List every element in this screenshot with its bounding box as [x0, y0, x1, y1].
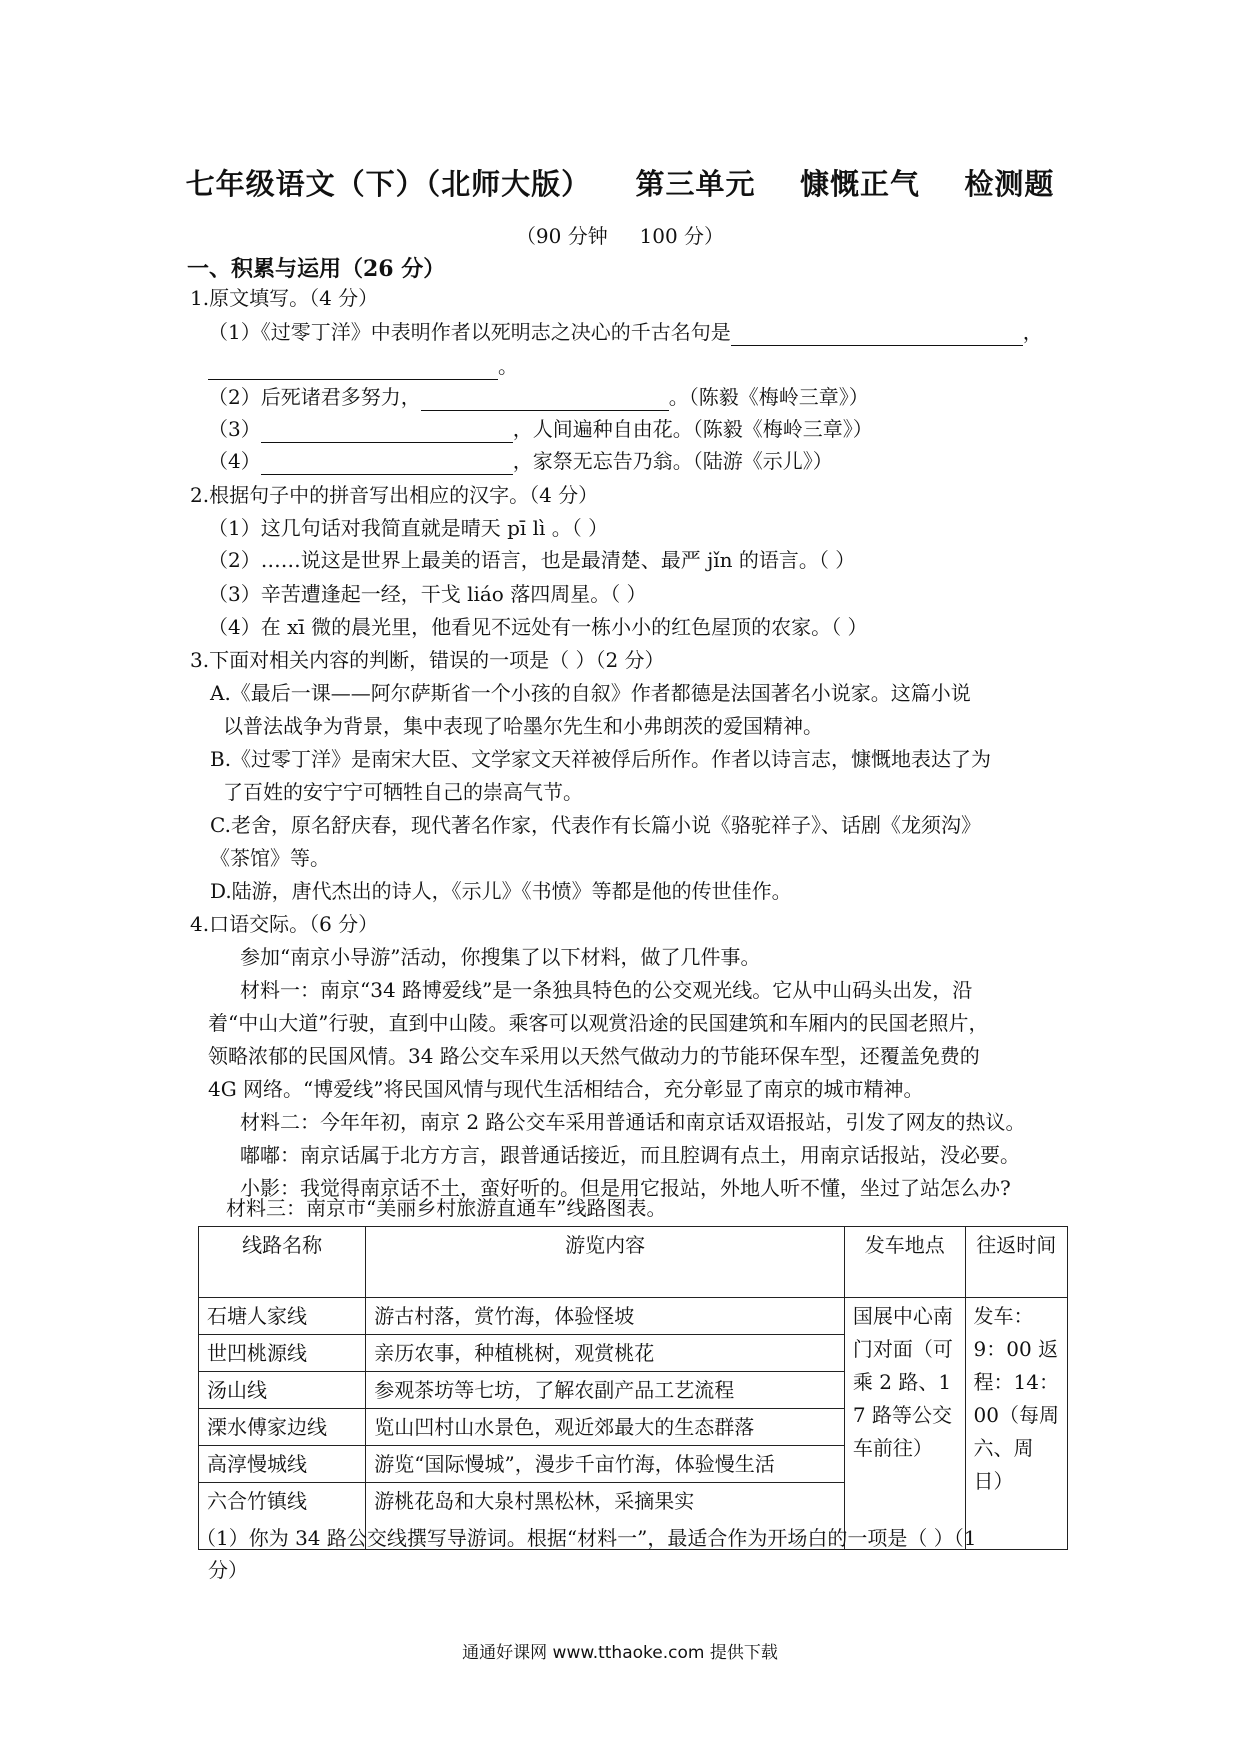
q1-heading: 1.原文填写。（4 分） [190, 286, 379, 310]
punct: ， [1022, 320, 1043, 344]
q2-sub3: （3）辛苦遭逢起一经，干戈 liáo 落四周星。（ ） [208, 582, 647, 606]
q1-sub3-pre: （3） [208, 417, 261, 441]
route-name: 高淳慢城线 [199, 1446, 366, 1483]
answer-blank[interactable] [208, 357, 498, 380]
route-name: 溧水傅家边线 [199, 1409, 366, 1446]
material-2-line: 小影：我觉得南京话不土，蛮好听的。但是用它报站，外地人听不懂，坐过了站怎么办? [240, 1176, 1011, 1200]
answer-blank[interactable] [421, 388, 669, 411]
route-table [198, 1226, 1068, 1550]
q3-option-b: B.《过零丁洋》是南宋大臣、文学家文天祥被俘后所作。作者以诗言志，慷慨地表达了为 [210, 747, 992, 771]
q1-sub4-pre: （4） [208, 449, 261, 473]
round-trip-time: 发车：9：00 返程：14：00（每周六、周日） [965, 1298, 1067, 1550]
section-heading: 一、积累与运用（26 分） [187, 256, 446, 282]
route-name: 六合竹镇线 [199, 1483, 366, 1550]
table-header-row [199, 1227, 1068, 1298]
q1-sub4-post: ，家祭无忘告乃翁。（陆游《示儿》） [512, 449, 833, 473]
q3-heading: 3.下面对相关内容的判断，错误的一项是（ ）（2 分） [190, 648, 665, 672]
q1-sub1-cont [208, 352, 518, 380]
route-content: 游览“国际慢城”，漫步千亩竹海，体验慢生活 [366, 1446, 845, 1483]
departure-place: 国展中心南门对面（可乘 2 路、17 路等公交车前往） [844, 1298, 965, 1550]
material-1-line: 着“中山大道”行驶，直到中山陵。乘客可以观赏沿途的民国建筑和车厢内的民国老照片， [208, 1011, 989, 1035]
q3-option-b-cont: 了百姓的安宁宁可牺牲自己的崇高气节。 [223, 780, 583, 804]
page-title: 七年级语文（下）（北师大版） 第三单元 慷慨正气 检测题 [185, 167, 1055, 201]
answer-blank[interactable] [731, 323, 1023, 346]
q1-sub3-post: ，人间遍种自由花。（陈毅《梅岭三章》） [512, 417, 873, 441]
table-header: 游览内容 [366, 1227, 845, 1298]
q3-option-c-cont: 《茶馆》等。 [210, 846, 330, 870]
table-header: 线路名称 [199, 1227, 366, 1298]
q2-sub4: （4）在 xī 微的晨光里，他看见不远处有一栋小小的红色屋顶的农家。（ ） [208, 615, 868, 639]
route-content: 览山凹村山水景色，观近郊最大的生态群落 [366, 1409, 845, 1446]
q1-sub4 [208, 447, 833, 475]
route-content: 参观茶坊等七坊，了解农副产品工艺流程 [366, 1372, 845, 1409]
q3-option-c: C.老舍，原名舒庆春，现代著名作家，代表作有长篇小说《骆驼祥子》、话剧《龙须沟》 [210, 813, 981, 837]
material-1-line: 材料一：南京“34 路博爱线”是一条独具特色的公交观光线。它从中山码头出发，沿 [240, 978, 973, 1002]
route-name: 世凹桃源线 [199, 1335, 366, 1372]
footer-credit: 通通好课网 www.tthaoke.com 提供下载 [462, 1643, 778, 1663]
route-name: 石塘人家线 [199, 1298, 366, 1335]
q4-heading: 4.口语交际。（6 分） [190, 912, 379, 936]
q1-sub2-pre: （2）后死诸君多努力， [208, 385, 421, 409]
q1-sub2-post: 。（陈毅《梅岭三章》） [668, 385, 869, 409]
route-content: 亲历农事，种植桃树，观赏桃花 [366, 1335, 845, 1372]
answer-blank[interactable] [261, 420, 513, 443]
route-content: 游古村落，赏竹海，体验怪坡 [366, 1298, 845, 1335]
exam-duration-score: （90 分钟 100 分） [515, 224, 725, 248]
q3-option-a-cont: 以普法战争为背景，集中表现了哈墨尔先生和小弗朗茨的爱国精神。 [223, 714, 823, 738]
q4-intro: 参加“南京小导游”活动，你搜集了以下材料，做了几件事。 [240, 945, 761, 969]
q1-sub2 [208, 383, 869, 411]
route-content: 游桃花岛和大泉村黑松林，采摘果实 [366, 1483, 845, 1550]
q2-heading: 2.根据句子中的拼音写出相应的汉字。（4 分） [190, 483, 599, 507]
q1-sub3 [208, 415, 873, 443]
q4-sub1-cont: 分） [208, 1558, 248, 1582]
route-name: 汤山线 [199, 1372, 366, 1409]
material-2-line: 嘟嘟：南京话属于北方方言，跟普通话接近，而且腔调有点土，用南京话报站，没必要。 [240, 1143, 1020, 1167]
answer-blank[interactable] [261, 452, 513, 475]
q2-sub1: （1）这几句话对我简直就是晴天 pī lì 。（ ） [208, 516, 609, 540]
material-1-line: 4G 网络。“博爱线”将民国风情与现代生活相结合，充分彰显了南京的城市精神。 [208, 1077, 924, 1101]
table-header: 往返时间 [965, 1227, 1067, 1298]
table-header: 发车地点 [844, 1227, 965, 1298]
material-1-line: 领略浓郁的民国风情。34 路公交车采用以天然气做动力的节能环保车型，还覆盖免费的 [208, 1044, 980, 1068]
q4-sub1: （1）你为 34 路公交线撰写导游词。根据“材料一”，最适合作为开场白的一项是（ ）（1 [196, 1526, 977, 1550]
material-3-line: 材料三：南京市“美丽乡村旅游直通车”线路图表。 [226, 1196, 667, 1220]
punct: 。 [498, 354, 518, 378]
table-row [199, 1298, 1068, 1335]
q2-sub2: （2）……说这是世界上最美的语言，也是最清楚、最严 jǐn 的语言。（ ） [208, 548, 856, 572]
q3-option-a: A.《最后一课——阿尔萨斯省一个小孩的自叙》作者都德是法国著名小说家。这篇小说 [210, 681, 971, 705]
q1-sub1 [208, 318, 1043, 346]
q1-sub1-text: （1）《过零丁洋》中表明作者以死明志之决心的千古名句是 [208, 320, 731, 344]
material-2-line: 材料二：今年年初，南京 2 路公交车采用普通话和南京话双语报站，引发了网友的热议。 [240, 1110, 1026, 1134]
q3-option-d: D.陆游，唐代杰出的诗人，《示儿》《书愤》等都是他的传世佳作。 [210, 879, 792, 903]
